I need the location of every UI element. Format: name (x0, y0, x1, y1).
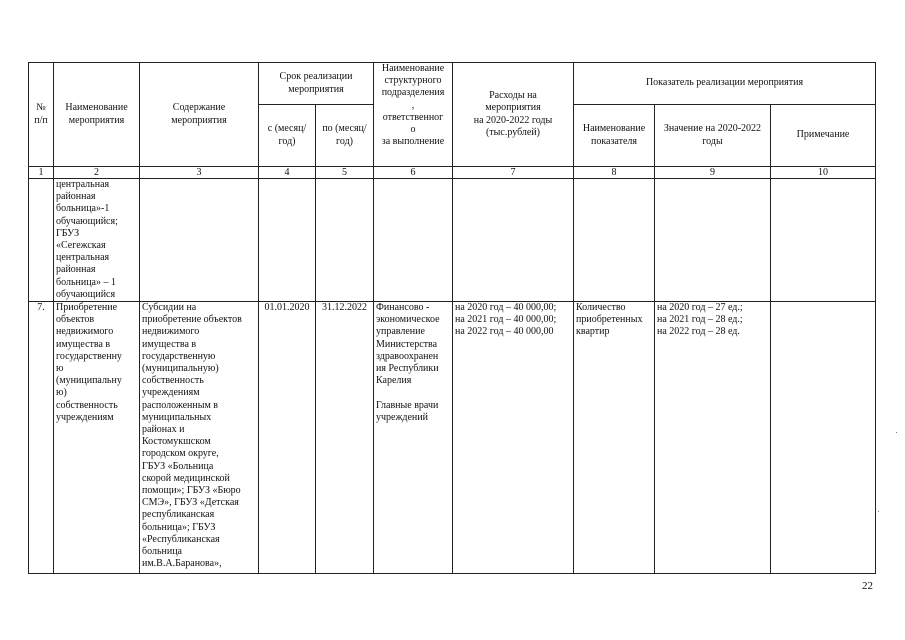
header-note: Примечание (771, 105, 876, 167)
header-responsible-unit: Наименование структурного подразделения , ответственног о за выполнение (374, 63, 453, 167)
column-number: 7 (453, 167, 574, 179)
header-period-from: с (месяц/ год) (259, 105, 316, 167)
scan-speck (896, 432, 897, 433)
header-number: № п/п (29, 63, 54, 167)
header-measure-content: Содержание мероприятия (140, 63, 259, 167)
indicator-value (655, 179, 771, 302)
column-number: 9 (655, 167, 771, 179)
column-number: 1 (29, 167, 54, 179)
indicator-name (574, 179, 655, 302)
header-row-1 (29, 63, 876, 105)
column-number: 2 (54, 167, 140, 179)
table-row (29, 179, 876, 302)
column-number: 3 (140, 167, 259, 179)
row-number: 7. (29, 302, 54, 574)
scan-speck (878, 511, 879, 512)
column-numbers-row (29, 167, 876, 179)
indicator-name: Количество приобретенных квартир (574, 302, 655, 574)
column-number: 8 (574, 167, 655, 179)
measures-table (28, 62, 876, 574)
header-measure-name: Наименование мероприятия (54, 63, 140, 167)
period-from: 01.01.2020 (259, 302, 316, 574)
period-to (316, 179, 374, 302)
column-number: 6 (374, 167, 453, 179)
note (771, 302, 876, 574)
measure-content (140, 179, 259, 302)
column-number: 10 (771, 167, 876, 179)
expenses: на 2020 год – 40 000,00; на 2021 год – 40 000,00; на 2022 год – 40 000,00 (453, 302, 574, 574)
period-from (259, 179, 316, 302)
header-period-to: по (месяц/ год) (316, 105, 374, 167)
table-row (29, 302, 876, 574)
page-number: 22 (862, 580, 873, 592)
header-indicator-group: Показатель реализации мероприятия (574, 63, 876, 105)
header-indicator-value: Значение на 2020-2022 годы (655, 105, 771, 167)
row-number (29, 179, 54, 302)
measure-name: центральная районная больница»-1 обучающийся; ГБУЗ «Сегежская центральная районная больница» – 1 обучающийся (54, 179, 140, 302)
responsible-unit: Финансово - экономическое управление Министерства здравоохранен ия Республики Карелия Главные врачи учреждений (374, 302, 453, 574)
expenses (453, 179, 574, 302)
indicator-value: на 2020 год – 27 ед.; на 2021 год – 28 ед.; на 2022 год – 28 ед. (655, 302, 771, 574)
measure-content: Субсидии на приобретение объектов недвижимого имущества в государственную (муниципальную) собственность учреждениям расположенным в муниципальных районах и Костомукшском городском округе, ГБУЗ «Больница скорой медицинской помощи»; ГБУЗ «Бюро СМЭ», ГБУЗ «Детская республиканская больница»; ГБУЗ «Республиканская больница им.В.А.Баранова», (140, 302, 259, 574)
measure-name: Приобретение объектов недвижимого имущества в государственну ю (муниципальну ю) собственность учреждениям (54, 302, 140, 574)
header-expenses: Расходы на мероприятия на 2020-2022 годы (тыс.рублей) (453, 63, 574, 167)
header-indicator-name: Наименование показателя (574, 105, 655, 167)
column-number: 5 (316, 167, 374, 179)
header-period-group: Срок реализации мероприятия (259, 63, 374, 105)
column-number: 4 (259, 167, 316, 179)
period-to: 31.12.2022 (316, 302, 374, 574)
note (771, 179, 876, 302)
responsible-unit (374, 179, 453, 302)
